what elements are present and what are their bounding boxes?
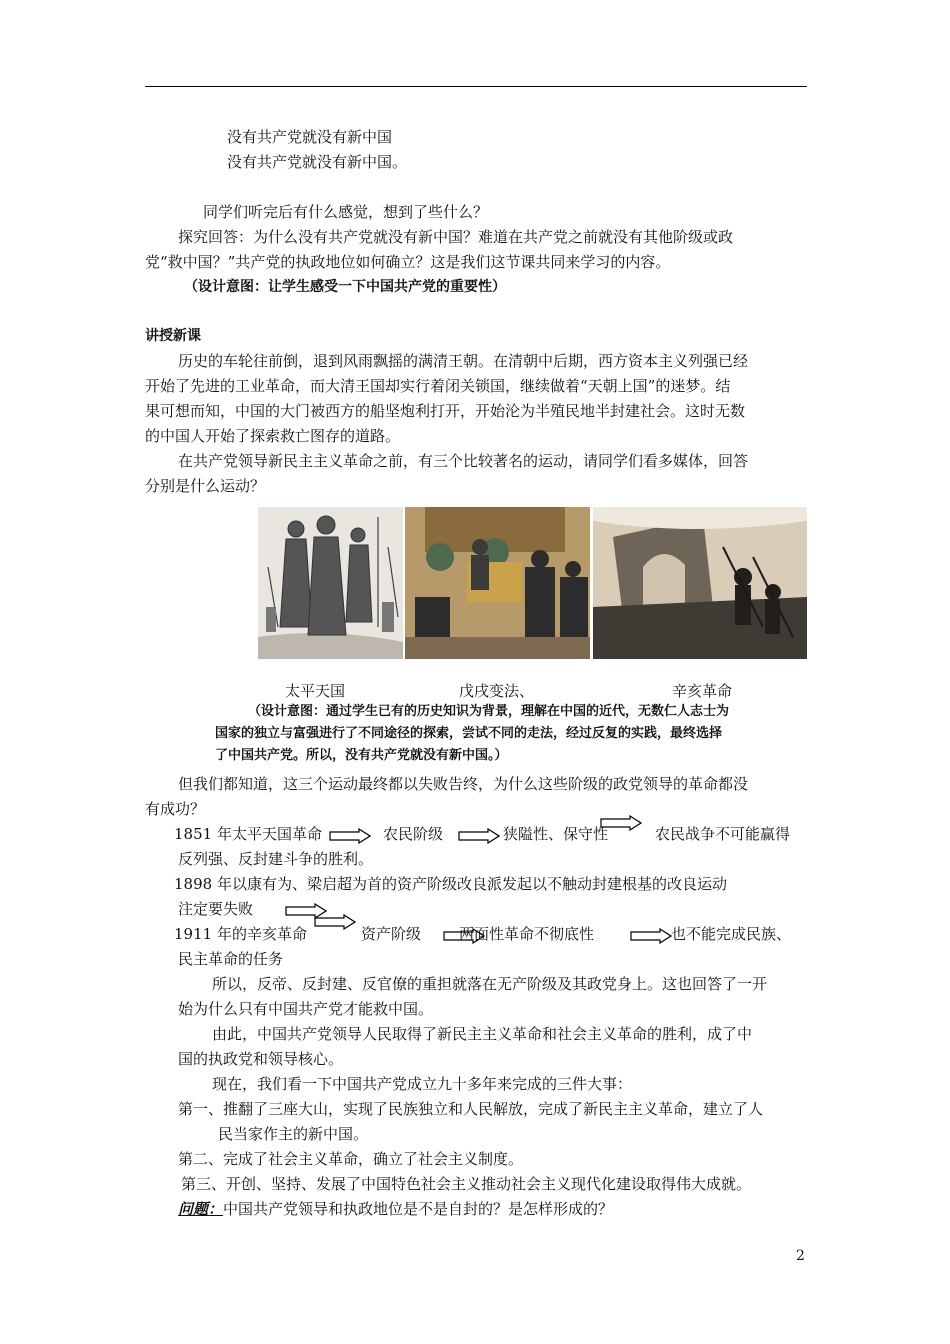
explore-line-1: 探究回答：为什么没有共产党就没有新中国？难道在共产党之前就没有其他阶级或政 — [178, 228, 734, 246]
xinhai-year: 1911 年的辛亥革命 — [174, 925, 307, 943]
caption-taiping: 太平天国 — [285, 682, 346, 700]
design-intent-2-line-1: （设计意图：通过学生已有的历史知识为背景，理解在中国的近代，无数仁人志士为 — [248, 704, 730, 719]
analysis-line-1: 但我们都知道，这三个运动最终都以失败告终，为什么这些阶级的政党领导的革命都没 — [178, 775, 749, 793]
xinhai-revolution-image — [593, 507, 807, 659]
lecture-line-4: 的中国人开始了探索救亡图存的道路。 — [145, 427, 401, 445]
arrow-icon — [630, 928, 672, 944]
conclusion-1-line-1: 所以，反帝、反封建、反官僚的重担就落在无产阶级及其政党身上。这也回答了一开 — [212, 975, 768, 993]
lecture-line-2: 开始了先进的工业革命，而大清王国却实行着闭关锁国，继续做着“天朝上国”的迷梦。结 — [145, 377, 731, 395]
event-3: 第三、开创、坚持、发展了中国特色社会主义推动社会主义现代化建设取得伟大成就。 — [181, 1175, 752, 1193]
xinhai-result: 也不能完成民族、 — [671, 925, 792, 943]
design-intent-2-line-3: 了中国共产党。所以，没有共产党就没有新中国。） — [215, 748, 508, 763]
xinhai-nature: 两面性革命不彻底性 — [459, 925, 595, 943]
arrow-icon — [329, 828, 371, 844]
lecture-line-5: 在共产党领导新民主主义革命之前，有三个比较著名的运动，请同学们看多媒体，回答 — [178, 452, 749, 470]
taiping-image — [258, 507, 403, 659]
taiping-year: 1851 年太平天国革命 — [174, 825, 322, 843]
event-1-line-2: 民当家作主的新中国。 — [218, 1125, 369, 1143]
design-intent-1: （设计意图：让学生感受一下中国共产党的重要性） — [184, 279, 506, 295]
conclusion-1-line-2: 始为什么只有中国共产党才能救中国。 — [178, 1000, 434, 1018]
question-line — [178, 1199, 613, 1219]
poem-line-2: 没有共产党就没有新中国。 — [227, 153, 408, 171]
wuxu-reform-image — [405, 507, 590, 659]
taiping-result-cont: 反列强、反封建斗争的胜利。 — [178, 850, 374, 868]
poem-line-1: 没有共产党就没有新中国 — [227, 128, 393, 146]
reform-line: 1898 年以康有为、梁启超为首的资产阶级改良派发起以不触动封建根基的改良运动 — [174, 875, 727, 893]
event-1-line-1: 第一、推翻了三座大山，实现了民族独立和人民解放，完成了新民主主义革命，建立了人 — [178, 1100, 764, 1118]
header-rule — [145, 86, 807, 87]
xinhai-result-cont: 民主革命的任务 — [178, 950, 284, 968]
lecture-line-6: 分别是什么运动？ — [145, 477, 266, 495]
question-label: 问题： — [178, 1200, 224, 1218]
page-number: 2 — [796, 1248, 805, 1264]
section-heading: 讲授新课 — [145, 328, 201, 344]
xinhai-class: 资产阶级 — [361, 925, 422, 943]
question-text: 中国共产党领导和执政地位是不是自封的？是怎样形成的？ — [223, 1200, 614, 1218]
taiping-result: 农民战争不可能赢得 — [655, 825, 791, 843]
arrow-icon — [458, 828, 500, 844]
reform-result: 注定要失败 — [178, 900, 254, 918]
conclusion-3: 现在，我们看一下中国共产党成立九十多年来完成的三件大事： — [212, 1075, 633, 1093]
conclusion-2-line-1: 由此，中国共产党领导人民取得了新民主主义革命和社会主义革命的胜利，成了中 — [212, 1025, 753, 1043]
analysis-line-2: 有成功？ — [145, 800, 206, 818]
conclusion-2-line-2: 国的执政党和领导核心。 — [178, 1050, 344, 1068]
caption-wuxu: 戊戌变法、 — [459, 682, 535, 700]
taiping-nature: 狭隘性、保守性 — [503, 825, 609, 843]
lecture-line-1: 历史的车轮往前倒，退到风雨飘摇的满清王朝。在清朝中后期，西方资本主义列强已经 — [178, 352, 749, 370]
taiping-class: 农民阶级 — [383, 825, 444, 843]
design-intent-2-line-2: 国家的独立与富强进行了不同途径的探索，尝试不同的走法，经过反复的实践，最终选择 — [215, 726, 723, 741]
caption-xinhai: 辛亥革命 — [672, 682, 733, 700]
lecture-line-3: 果可想而知，中国的大门被西方的船坚炮利打开，开始沦为半殖民地半封建社会。这时无数 — [145, 402, 746, 420]
arrow-icon — [600, 815, 642, 831]
arrow-icon — [314, 914, 356, 930]
explore-line-2: 党“救中国？”共产党的执政地位如何确立？这是我们这节课共同来学习的内容。 — [145, 253, 671, 271]
event-2: 第二、完成了社会主义革命，确立了社会主义制度。 — [178, 1150, 524, 1168]
intro-question: 同学们听完后有什么感觉，想到了些什么？ — [203, 203, 489, 221]
